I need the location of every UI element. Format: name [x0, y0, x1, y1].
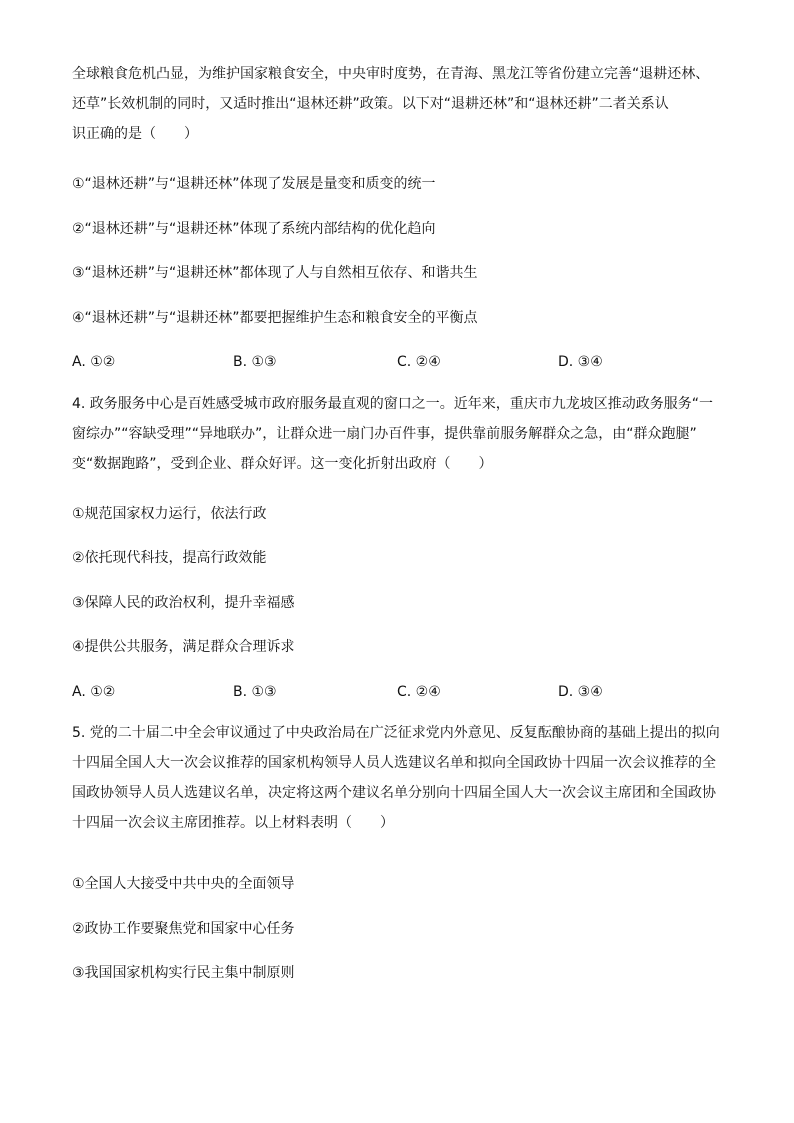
- q4-choices: [72, 682, 728, 702]
- q5-statement-1: ①全国人大接受中共中央的全面领导: [72, 876, 295, 892]
- q3-stem-line: 全球粮食危机凸显，为维护国家粮食安全，中央审时度势，在青海、黑龙江等省份建立完善“退耕还林、: [72, 66, 710, 82]
- q5-statement-2: ②政协工作要聚焦党和国家中心任务: [72, 921, 295, 937]
- q5-stem: [72, 718, 728, 838]
- q4-choice-b[interactable]: B. ①③: [233, 684, 277, 700]
- q3-stem-line: 识正确的是（ ）: [72, 126, 198, 142]
- q4-statement-3: ③保障人民的政治权利，提升幸福感: [72, 595, 295, 611]
- q5-stem-line: 5. 党的二十届二中全会审议通过了中央政治局在广泛征求党内外意见、反复酝酿协商的基础上提出的拟向: [72, 725, 720, 741]
- q3-choice-a[interactable]: A. ①②: [72, 354, 116, 370]
- q3-statement-3: ③“退林还耕”与“退耕还林”都体现了人与自然相互依存、和谐共生: [72, 265, 478, 281]
- q5-statement-3: ③我国国家机构实行民主集中制原则: [72, 965, 295, 981]
- q4-statement-1: ①规范国家权力运行，依法行政: [72, 506, 267, 522]
- q3-statement-4: ④“退林还耕”与“退耕还林”都要把握维护生态和粮食安全的平衡点: [72, 310, 478, 326]
- q4-choice-d[interactable]: D. ③④: [558, 684, 603, 700]
- q5-stem-line: 十四届一次会议主席团推荐。以上材料表明（ ）: [72, 815, 394, 831]
- q3-choice-b[interactable]: B. ①③: [233, 354, 277, 370]
- q5-stem-line: 十四届全国人大一次会议推荐的国家机构领导人员人选建议名单和拟向全国政协十四届一次会议推荐的全: [72, 755, 716, 771]
- q4-stem: [72, 389, 728, 479]
- q4-choice-a[interactable]: A. ①②: [72, 684, 116, 700]
- q3-statement-2: ②“退林还耕”与“退耕还林”体现了系统内部结构的优化趋向: [72, 221, 436, 237]
- q3-choice-d[interactable]: D. ③④: [558, 354, 603, 370]
- q3-stem: [72, 59, 728, 149]
- q3-choice-c[interactable]: C. ②④: [397, 354, 441, 370]
- q4-stem-line: 变“数据跑路”，受到企业、群众好评。这一变化折射出政府（ ）: [72, 456, 493, 472]
- q4-statement-2: ②依托现代科技，提高行政效能: [72, 550, 267, 566]
- q4-stem-line: 窗综办”“容缺受理”“异地联办”，让群众进一扇门办百件事，提供靠前服务解群众之急，由“群众跑腿”: [72, 426, 697, 442]
- q4-stem-line: 4. 政务服务中心是百姓感受城市政府服务最直观的窗口之一。近年来，重庆市九龙坡区推动政务服务“一: [72, 396, 714, 412]
- q4-statement-4: ④提供公共服务，满足群众合理诉求: [72, 639, 295, 655]
- q3-stem-line: 还草”长效机制的同时，又适时推出“退林还耕”政策。以下对“退耕还林”和“退林还耕”二者关系认: [72, 96, 669, 112]
- q5-stem-line: 国政协领导人员人选建议名单，决定将这两个建议名单分别向十四届全国人大一次会议主席团和全国政协: [72, 785, 716, 801]
- q4-choice-c[interactable]: C. ②④: [397, 684, 441, 700]
- q3-statement-1: ①“退林还耕”与“退耕还林”体现了发展是量变和质变的统一: [72, 176, 436, 192]
- q3-choices: [72, 352, 728, 372]
